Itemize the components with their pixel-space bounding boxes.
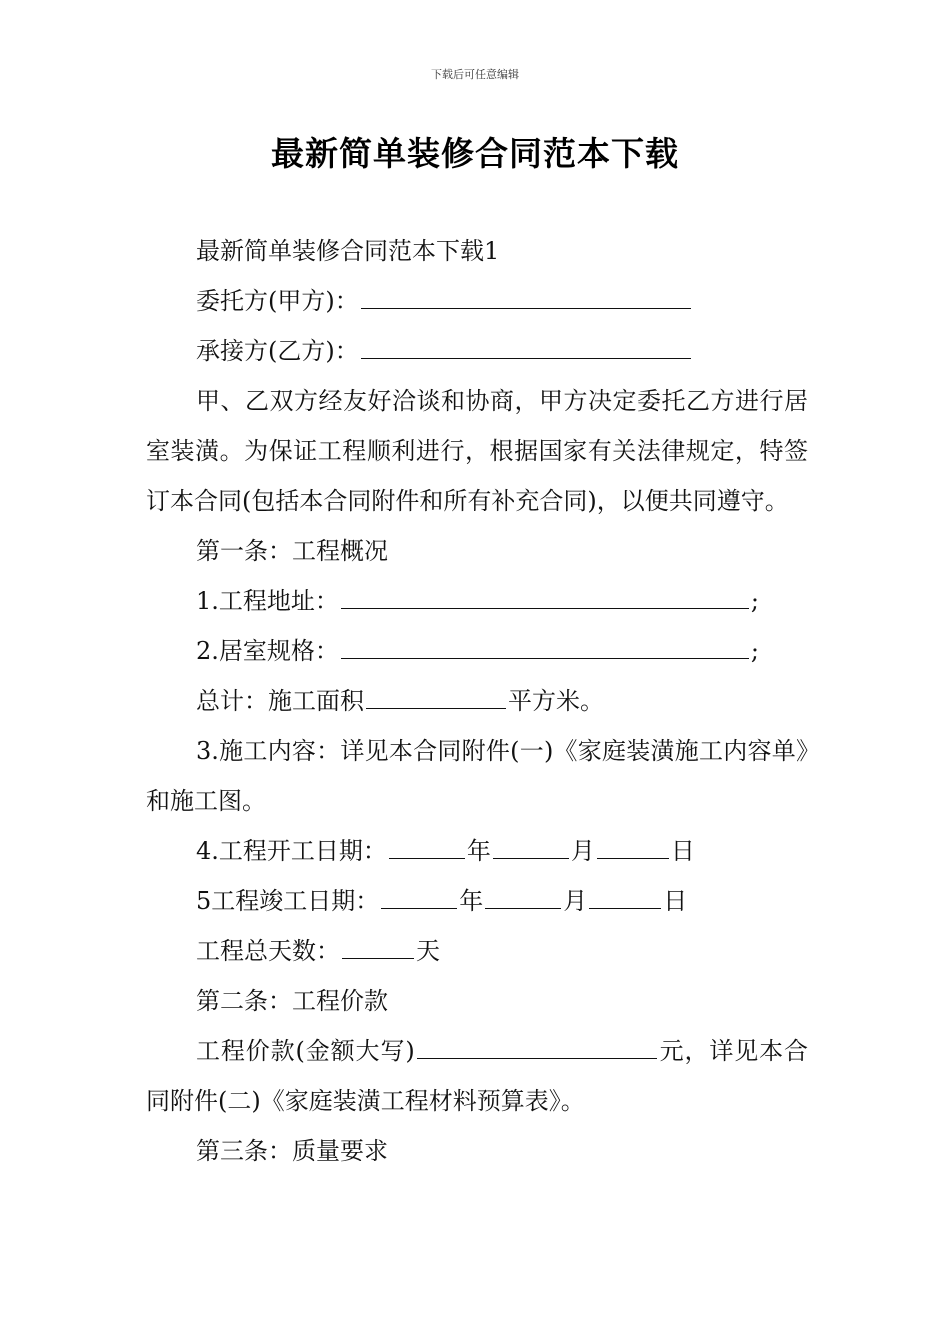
end-date-label: 5工程竣工日期：: [196, 887, 380, 915]
start-day-unit: 日: [670, 837, 695, 865]
item-1-label: 1.工程地址：: [196, 587, 339, 615]
end-year-unit: 年: [459, 887, 484, 915]
total-area-prefix: 总计：施工面积: [196, 687, 364, 715]
party-b-blank: [361, 328, 691, 359]
intro-paragraph: 甲、乙双方经友好洽谈和协商，甲方决定委托乙方进行居室装潢。为保证工程顺利进行，根据国家有关法律规定，特签订本合同(包括本合同附件和所有补充合同)，以便共同遵守。: [146, 387, 808, 515]
start-day-blank: [597, 828, 669, 859]
item-2-semicolon: ;: [750, 637, 759, 665]
room-spec-blank: [341, 628, 749, 659]
party-b-line: [146, 326, 808, 376]
end-month-unit: 月: [563, 887, 588, 915]
start-year-blank: [389, 828, 465, 859]
total-days-label: 工程总天数：: [196, 937, 340, 965]
start-date-line: [146, 826, 808, 876]
party-a-label: 委托方(甲方)：: [196, 287, 359, 315]
document-subtitle: 最新简单装修合同范本下载1: [196, 237, 500, 265]
total-area-line: [146, 676, 808, 726]
item-2-label: 2.居室规格：: [196, 637, 339, 665]
start-year-unit: 年: [466, 837, 491, 865]
price-blank: [417, 1028, 657, 1059]
party-b-label: 承接方(乙方)：: [196, 337, 359, 365]
price-suffix: 元，详见本合同附件(二)《家庭装潢工程材料预算表》。: [146, 1037, 808, 1115]
article-3-heading: 第三条：质量要求: [196, 1137, 388, 1165]
start-month-blank: [493, 828, 569, 859]
price-paragraph: [146, 1026, 808, 1126]
item-3-paragraph: 3.施工内容：详见本合同附件(一)《家庭装潢施工内容单》和施工图。: [146, 737, 808, 815]
document-body: [146, 226, 808, 1176]
end-year-blank: [381, 878, 457, 909]
total-area-suffix: 平方米。: [508, 687, 604, 715]
party-a-line: [146, 276, 808, 326]
end-day-blank: [589, 878, 661, 909]
document-title: 最新简单装修合同范本下载: [271, 134, 679, 173]
item-1-line: [146, 576, 808, 626]
area-blank: [366, 678, 506, 709]
end-month-blank: [485, 878, 561, 909]
item-2-line: [146, 626, 808, 676]
item-1-semicolon: ;: [750, 587, 759, 615]
price-prefix: 工程价款(金额大写): [196, 1037, 415, 1065]
article-2-heading: 第二条：工程价款: [196, 987, 388, 1015]
end-day-unit: 日: [663, 887, 688, 915]
total-days-line: [146, 926, 808, 976]
end-date-line: [146, 876, 808, 926]
total-days-blank: [342, 928, 414, 959]
start-month-unit: 月: [570, 837, 595, 865]
days-unit: 天: [416, 937, 440, 965]
article-1-heading: 第一条：工程概况: [196, 537, 388, 565]
address-blank: [341, 578, 749, 609]
header-note: 下载后可任意编辑: [431, 68, 519, 81]
start-date-label: 4.工程开工日期：: [196, 837, 387, 865]
party-a-blank: [361, 278, 691, 309]
